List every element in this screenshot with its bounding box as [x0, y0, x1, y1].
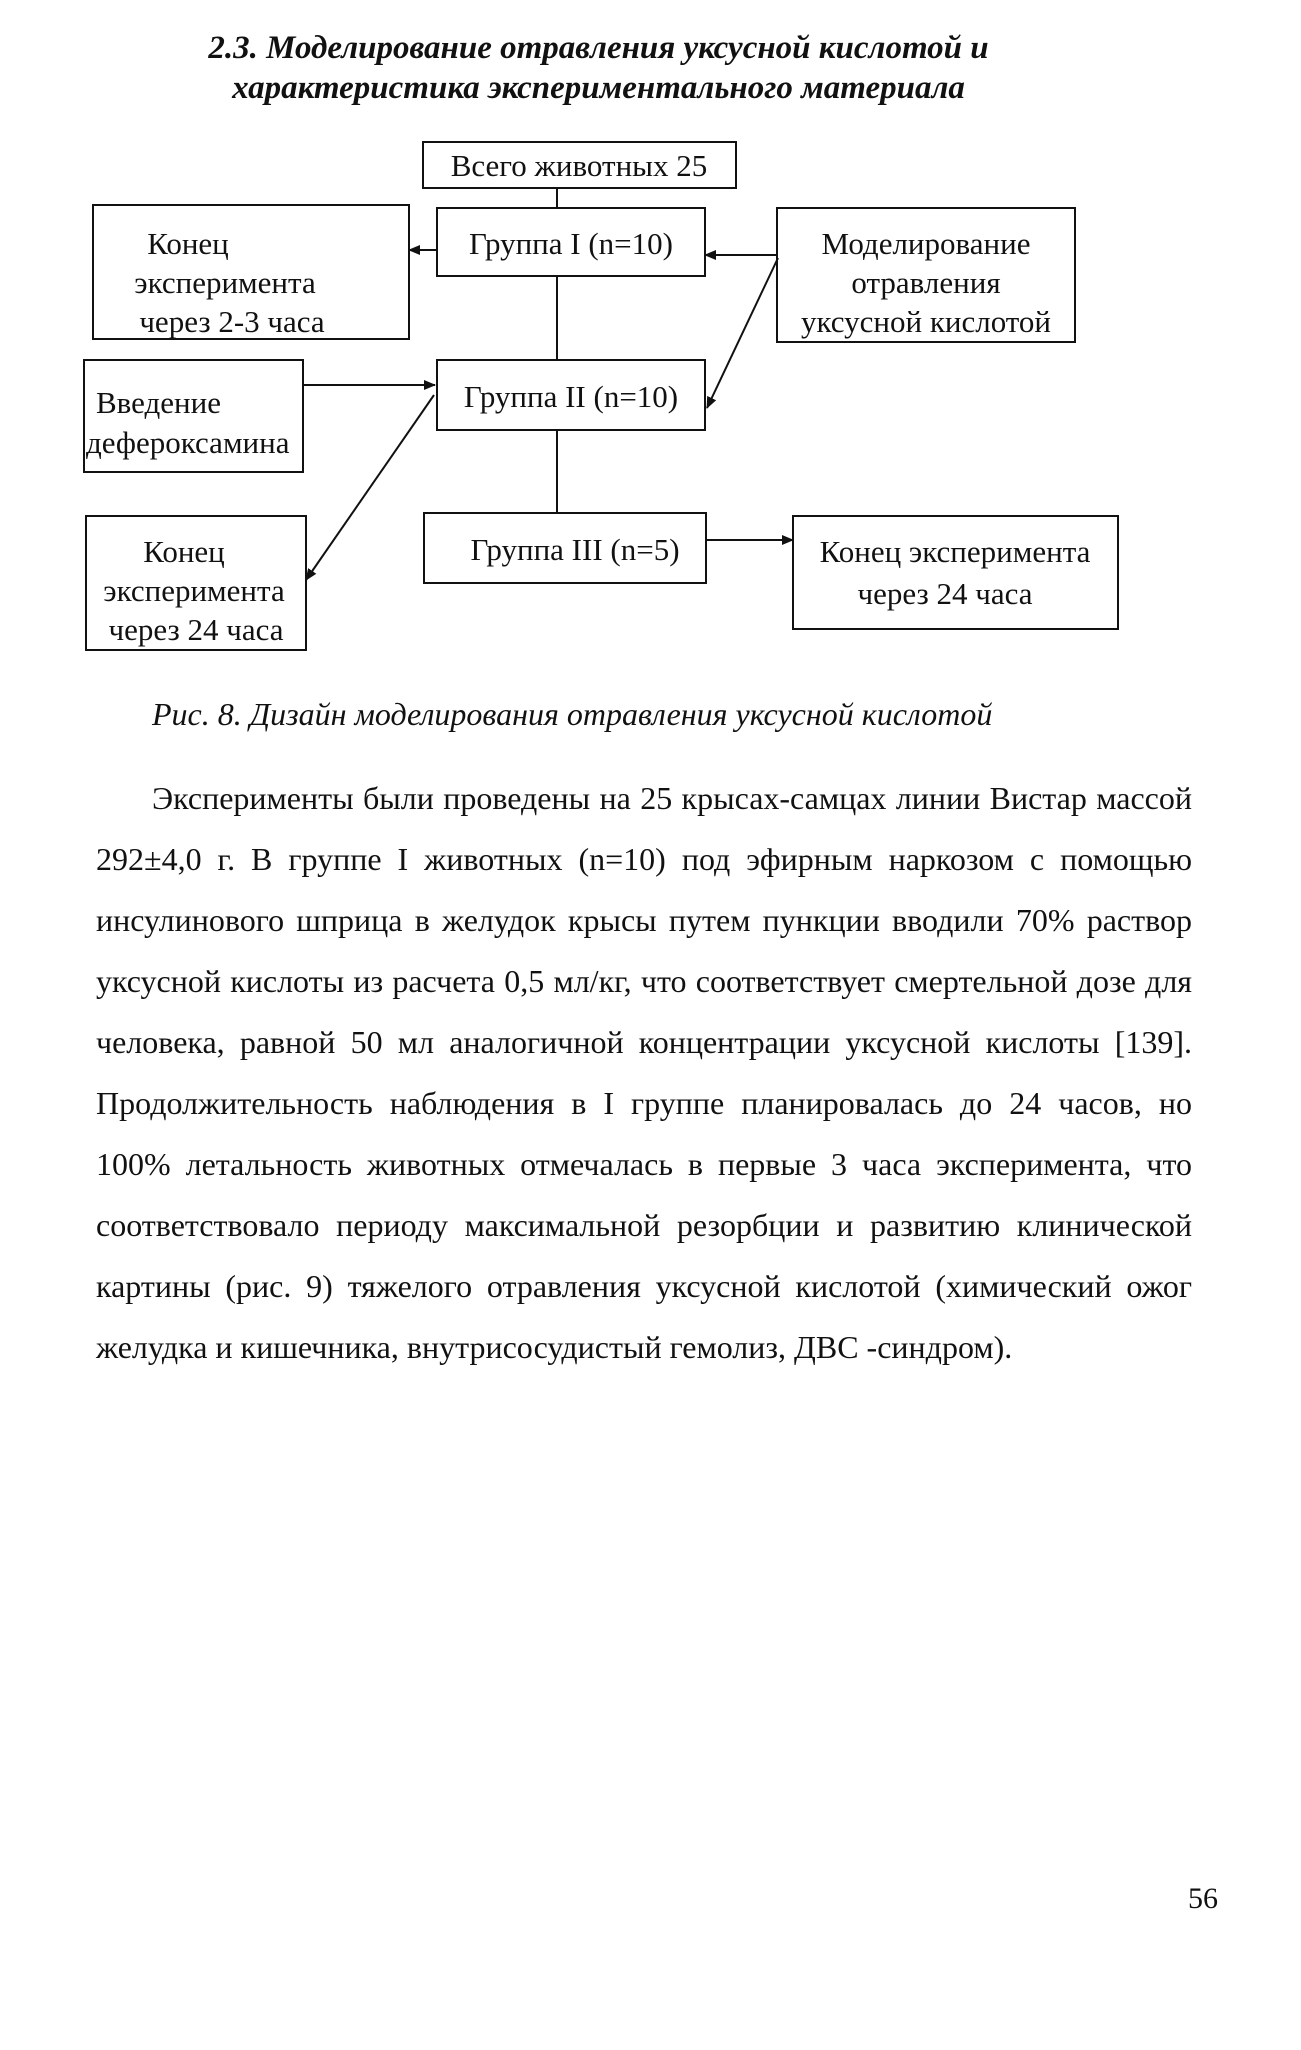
- body-paragraph: Эксперименты были проведены на 25 крысах-самцах линии Вистар массой 292±4,0 г. В группе I животных (n=10) под эфирным наркозом с помощью инсулинового шприца в желудок крысы путем пункции вводили 70% раствор уксусной кислоты из расчета 0,5 мл/кг, что соответствует смертельной дозе для человека, равной 50 мл аналогичной концентрации уксусной кислоты [139]. Продолжительность наблюдения в I группе планировалась до 24 часов, но 100% летальность животных отмечалась в первые 3 часа эксперимента, что соответствовало периоду максимальной резорбции и развитию клинической картины (рис. 9) тяжелого отравления уксусной кислотой (химический ожог желудка и кишечника, внутрисосудистый гемолиз, ДВС -синдром).: [96, 780, 1192, 1365]
- body-paragraph-container: [96, 768, 1192, 1378]
- section-heading-line-2: характеристика экспериментального материала: [232, 70, 965, 106]
- figure-caption: Рис. 8. Дизайн моделирования отравления уксусной кислотой: [152, 696, 993, 732]
- experiment-design-diagram: [0, 0, 1301, 700]
- section-heading-line-1: 2.3. Моделирование отравления уксусной кислотой и: [208, 30, 989, 66]
- label-modeling-line-1: Моделирование: [821, 226, 1031, 261]
- box-end-24h-right: [793, 516, 1118, 629]
- arrow-group2-to-end-24h: [306, 395, 434, 580]
- label-deferoxamine-line-2: дефероксамина: [86, 425, 290, 460]
- label-deferoxamine-line-1: Введение: [96, 385, 221, 420]
- label-end-24h-right-line-1: Конец эксперимента: [819, 534, 1091, 569]
- page-number: 56: [1188, 1882, 1218, 1915]
- label-end-24h-right-line-2: через 24 часа: [857, 576, 1033, 611]
- label-end-24h-left-line-3: через 24 часа: [108, 612, 284, 647]
- arrow-modeling-to-group2: [707, 258, 778, 408]
- label-group-1: Группа I (n=10): [469, 226, 673, 261]
- label-modeling-line-3: уксусной кислотой: [800, 304, 1052, 339]
- label-group-2: Группа II (n=10): [463, 379, 679, 414]
- label-group-3: Группа III (n=5): [470, 532, 680, 567]
- label-end-2-3h-line-2: эксперимента: [134, 265, 316, 300]
- label-end-2-3h-line-3: через 2-3 часа: [139, 304, 325, 339]
- label-end-24h-left-line-2: эксперимента: [103, 573, 285, 608]
- label-total-animals: Всего животных 25: [450, 148, 708, 183]
- label-modeling-line-2: отравления: [851, 265, 1001, 300]
- label-end-2-3h-line-1: Конец: [147, 226, 229, 261]
- label-end-24h-left-line-1: Конец: [143, 534, 225, 569]
